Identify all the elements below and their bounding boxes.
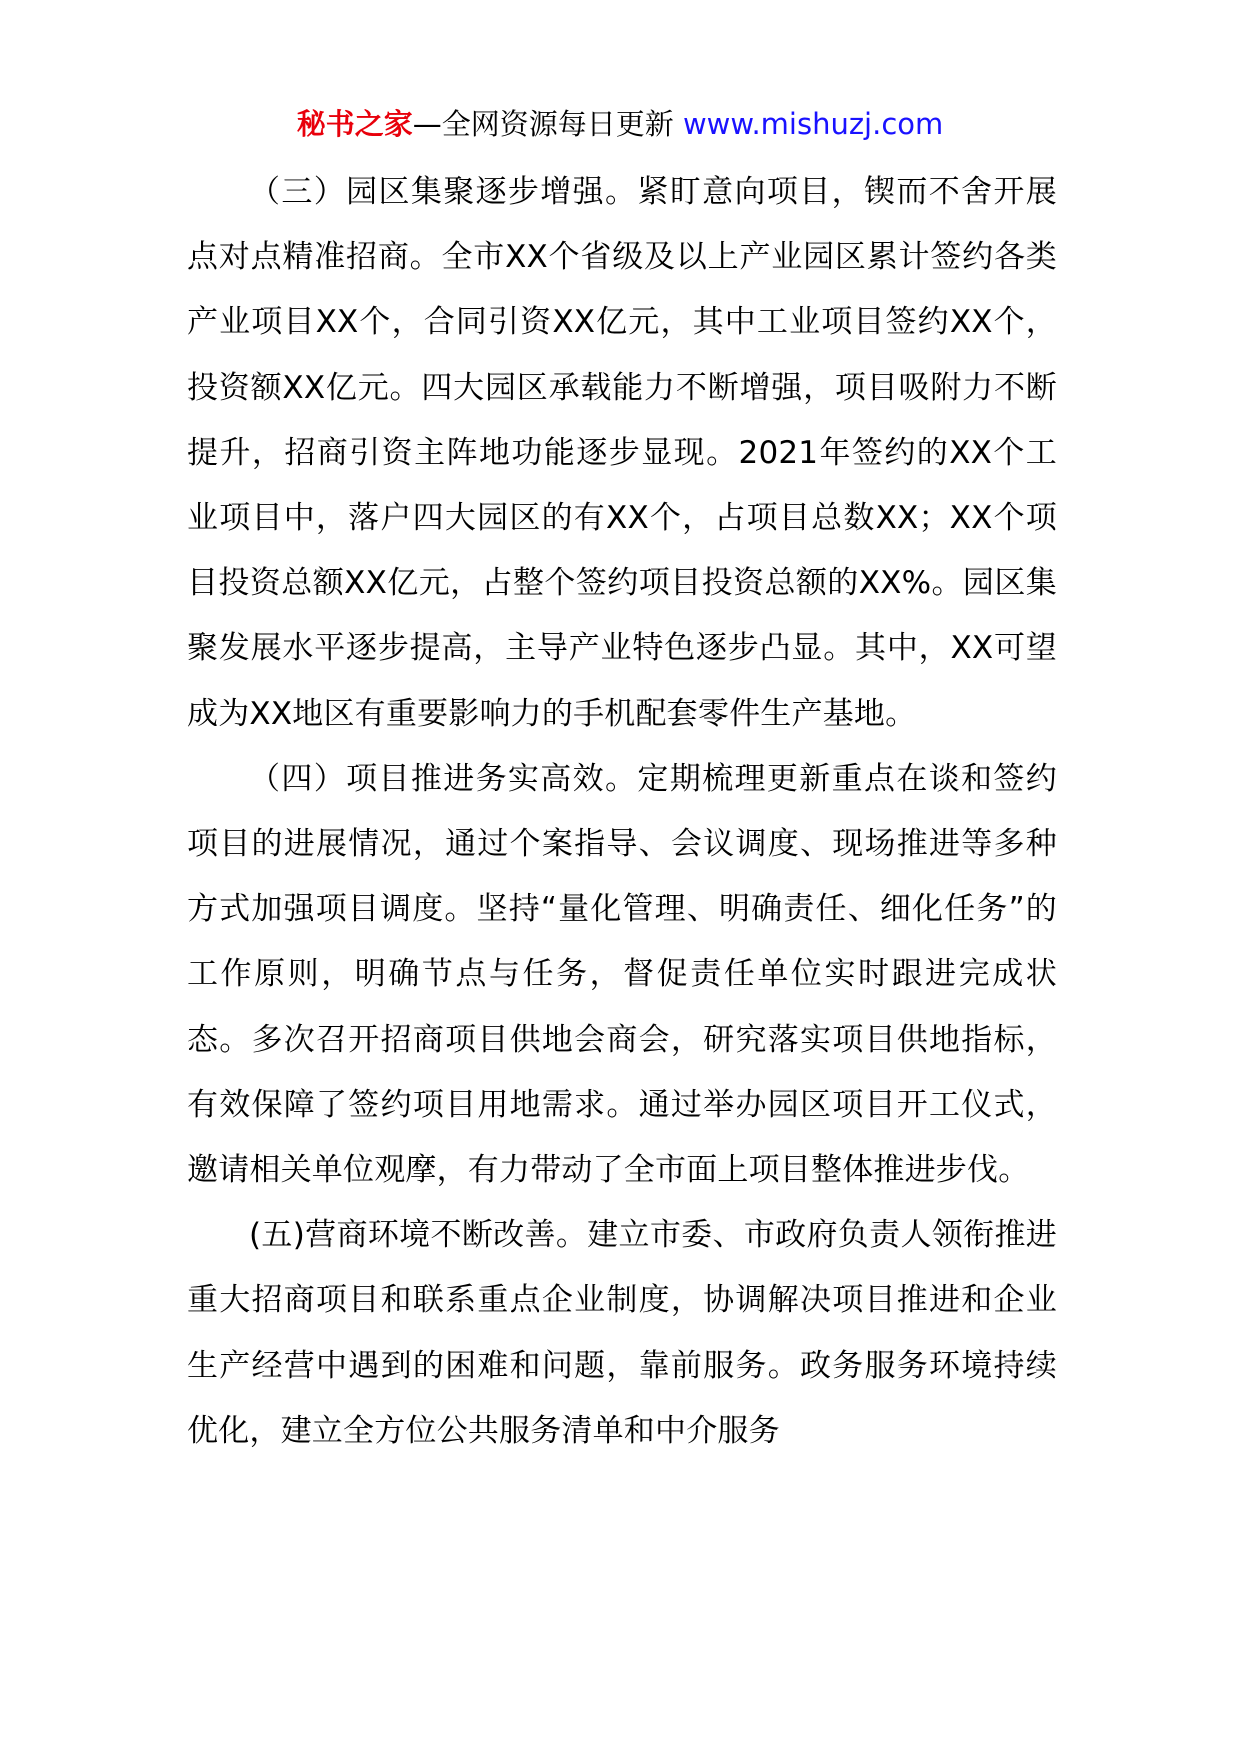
paragraph-project-progress: （四）项目推进务实高效。定期梳理更新重点在谈和签约项目的进展情况，通过个案指导、会议调度、现场推进等多种方式加强项目调度。坚持“量化管理、明确责任、细化任务”的工作原则，明确节点与任务，督促责任单位实时跟进完成状态。多次召开招商项目供地会商会，研究落实项目供地指标，有效保障了签约项目用地需求。通过举办园区项目开工仪式，邀请相关单位观摩，有力带动了全市面上项目整体推进步伐。 <box>187 760 1057 1189</box>
paragraph-business-environment: (五)营商环境不断改善。建立市委、市政府负责人领衔推进重大招商项目和联系重点企业制度，协调解决项目推进和企业生产经营中遇到的困难和问题，靠前服务。政务服务环境持续优化，建立全方位公共服务清单和中介服务 <box>187 1217 1057 1449</box>
paragraph-park-clustering: （三）园区集聚逐步增强。紧盯意向项目，锲而不舍开展点对点精准招商。全市XX个省级及以上产业园区累计签约各类产业项目XX个，合同引资XX亿元，其中工业项目签约XX个，投资额XX亿元。四大园区承载能力不断增强，项目吸附力不断提升，招商引资主阵地功能逐步显现。2021年签约的XX个工业项目中，落户四大园区的有XX个，占项目总数XX；XX个项目投资总额XX亿元，占整个签约项目投资总额的XX%。园区集聚发展水平逐步提高，主导产业特色逐步凸显。其中，XX可望成为XX地区有重要影响力的手机配套零件生产基地。 <box>187 174 1057 732</box>
page-header <box>0 104 1240 144</box>
document-body <box>187 160 1057 1464</box>
brand-name: 秘书之家 <box>296 107 413 141</box>
website-link[interactable]: www.mishuzj.com <box>682 107 944 141</box>
header-tagline: —全网资源每日更新 <box>412 107 683 141</box>
